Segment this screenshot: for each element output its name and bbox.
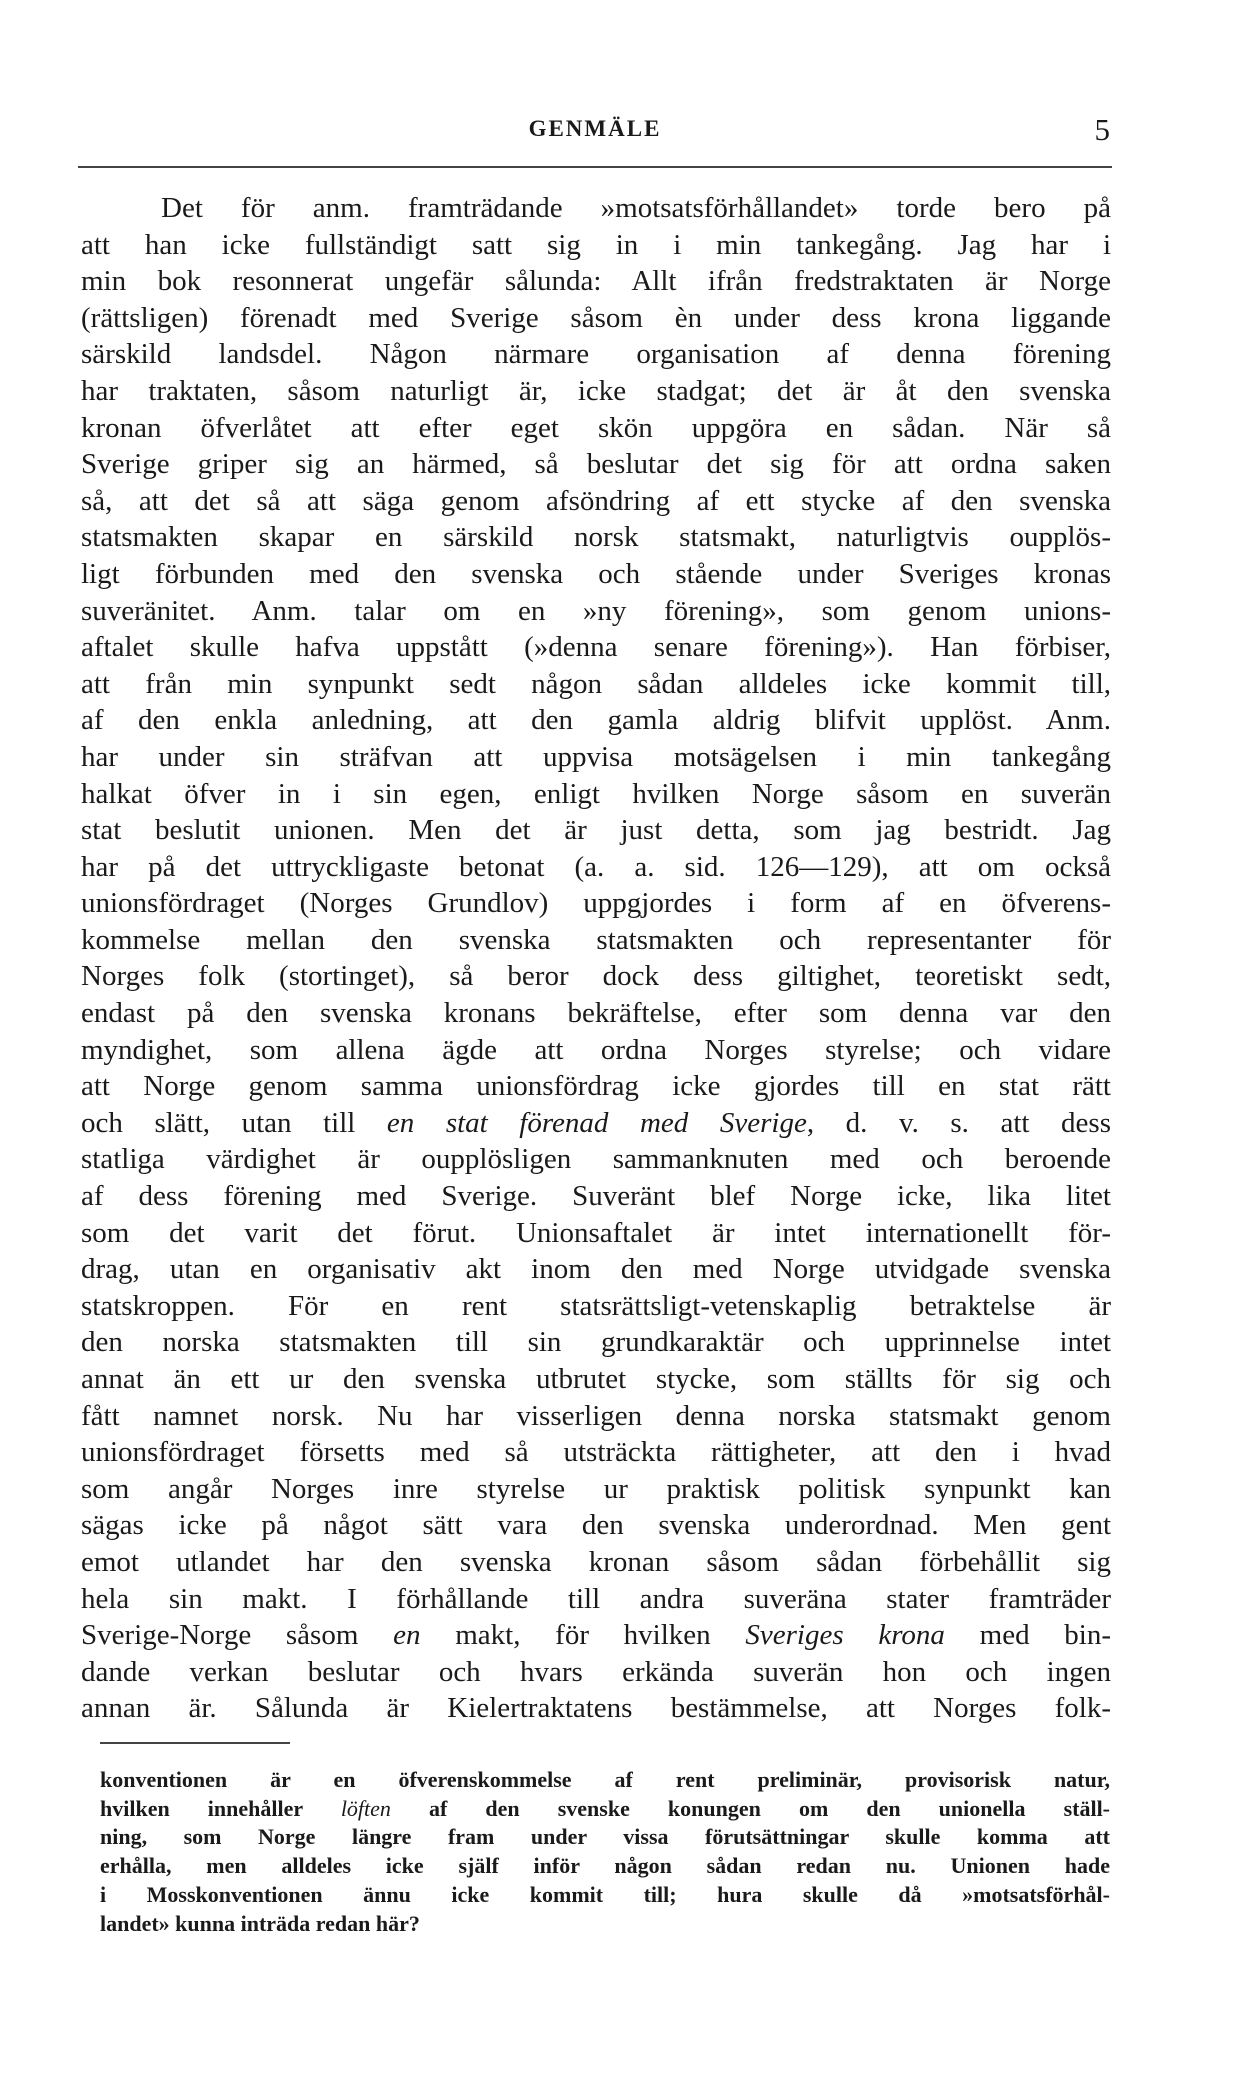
body-text-run: , d. v. s. att dess — [806, 1106, 1111, 1139]
page-number: 5 — [1094, 112, 1110, 147]
body-line: Det för anm. framträdande »motsatsförhållandet» torde bero på — [161, 192, 1111, 224]
footnote-line: i Mosskonventionen ännu icke kommit till; hura skulle då »motsatsförhål- — [100, 1881, 1110, 1907]
body-line: annan är. Sålunda är Kielertraktatens bestämmelse, att Norges folk- — [81, 1692, 1111, 1725]
body-text-run: med bin- — [944, 1619, 1112, 1652]
body-line: unionsfördraget (Norges Grundlov) uppgjordes i form af en öfverens- — [81, 887, 1111, 920]
body-line: aftalet skulle hafva uppstått (»denna senare förening»). Han förbiser, — [81, 631, 1111, 664]
footnote — [100, 1766, 1110, 1938]
body-line: den norska statsmakten till sin grundkaraktär och upprinnelse intet — [81, 1326, 1111, 1359]
body-line: halkat öfver in i sin egen, enligt hvilken Norge såsom en suverän — [81, 777, 1111, 810]
body-line: sägas icke på något sätt vara den svenska underordnad. Men gent — [81, 1509, 1111, 1542]
body-line: har traktaten, såsom naturligt är, icke stadgat; det är åt den svenska — [81, 374, 1111, 407]
body-line: ligt förbunden med den svenska och stående under Sveriges kronas — [81, 557, 1111, 590]
italic-emphasis: löften — [340, 1795, 391, 1821]
body-line: att han icke fullständigt satt sig in i min tankegång. Jag har i — [81, 228, 1111, 261]
header-rule — [78, 166, 1112, 168]
body-line: Sverige griper sig an härmed, så beslutar det sig för att ordna saken — [81, 448, 1111, 481]
italic-emphasis: en stat förenad med Sverige — [386, 1106, 807, 1139]
body-line: dande verkan beslutar och hvars erkända suverän hon och ingen — [81, 1655, 1111, 1688]
body-line: annat än ett ur den svenska utbrutet stycke, som ställts för sig och — [81, 1363, 1111, 1395]
footnote-line: landet» kunna inträda redan här? — [100, 1910, 420, 1936]
body-line: statskroppen. För en rent statsrättsligt-vetenskaplig betraktelse är — [81, 1289, 1111, 1322]
body-line: myndighet, som allena ägde att ordna Norges styrelse; och vidare — [81, 1033, 1111, 1066]
body-line: kronan öfverlåtet att efter eget skön uppgöra en sådan. När så — [81, 411, 1111, 444]
body-line: hela sin makt. I förhållande till andra suveräna stater framträder — [81, 1582, 1111, 1615]
body-line: endast på den svenska kronans bekräftelse, efter som denna var den — [81, 997, 1111, 1030]
body-line: kommelse mellan den svenska statsmakten och representanter för — [81, 923, 1111, 956]
body-text-run: makt, för hvilken — [420, 1619, 746, 1652]
running-head — [80, 112, 1110, 152]
footnote-line — [100, 1795, 1110, 1824]
body-line: emot utlandet har den svenska kronan såsom sådan förbehållit sig — [81, 1545, 1111, 1578]
body-line: af den enkla anledning, att den gamla aldrig blifvit upplöst. Anm. — [81, 704, 1111, 737]
body-line: drag, utan en organisativ akt inom den med Norge utvidgade svenska — [81, 1253, 1111, 1286]
body-line: Norges folk (stortinget), så beror dock dess giltighet, teoretiskt sedt, — [81, 960, 1111, 993]
footnote-line: erhålla, men alldeles icke själf inför någon sådan redan nu. Unionen hade — [100, 1853, 1110, 1879]
footnote-text-run: hvilken innehåller — [100, 1795, 341, 1821]
italic-emphasis: en — [393, 1619, 421, 1652]
italic-emphasis: Sveriges krona — [745, 1619, 945, 1652]
body-line: att Norge genom samma unionsfördrag icke gjordes till en stat rätt — [81, 1070, 1111, 1103]
body-line: fått namnet norsk. Nu har visserligen denna norska statsmakt genom — [81, 1399, 1111, 1432]
body-line: unionsfördraget försetts med så utsträckta rättigheter, att den i hvad — [81, 1436, 1111, 1469]
footnote-rule — [100, 1742, 290, 1744]
body-line: att från min synpunkt sedt någon sådan alldeles icke kommit till, — [81, 667, 1111, 700]
body-line: stat beslutit unionen. Men det är just detta, som jag bestridt. Jag — [81, 814, 1111, 847]
body-line: suveränitet. Anm. talar om en »ny förening», som genom unions- — [81, 594, 1111, 627]
body-text — [81, 190, 1111, 1727]
body-line: statsmakten skapar en särskild norsk statsmakt, naturligtvis oupplös- — [81, 521, 1111, 554]
body-line: (rättsligen) förenadt med Sverige såsom èn under dess krona liggande — [81, 301, 1111, 334]
body-line: har under sin sträfvan att uppvisa motsägelsen i min tankegång — [81, 740, 1111, 773]
body-line: särskild landsdel. Någon närmare organisation af denna förening — [81, 338, 1111, 371]
body-line: har på det uttryckligaste betonat (a. a. sid. 126—129), att om också — [81, 850, 1111, 883]
footnote-line: ning, som Norge längre fram under vissa förutsättningar skulle komma att — [100, 1824, 1110, 1850]
footnote-text-run: af den svenske konungen om den unionella ställ- — [390, 1795, 1111, 1821]
body-line — [81, 1617, 1111, 1654]
body-text-run: Sverige-Norge såsom — [81, 1619, 394, 1652]
body-text-run: och slätt, utan till — [81, 1106, 387, 1139]
body-line: min bok resonnerat ungefär sålunda: Allt ifrån fredstraktaten är Norge — [81, 265, 1111, 298]
body-line: så, att det så att säga genom afsöndring af ett stycke af den svenska — [81, 484, 1111, 517]
footnote-line: konventionen är en öfverenskommelse af rent preliminär, provisorisk natur, — [100, 1767, 1110, 1792]
body-line: som det varit det förut. Unionsaftalet är intet internationellt för- — [81, 1216, 1111, 1249]
body-line: som angår Norges inre styrelse ur praktisk politisk synpunkt kan — [81, 1472, 1111, 1505]
page-header-title: GENMÄLE — [528, 116, 662, 141]
body-line: af dess förening med Sverige. Suveränt blef Norge icke, lika litet — [81, 1180, 1111, 1213]
body-line — [81, 1105, 1111, 1142]
body-line: statliga värdighet är oupplösligen sammanknuten med och beroende — [81, 1143, 1111, 1176]
